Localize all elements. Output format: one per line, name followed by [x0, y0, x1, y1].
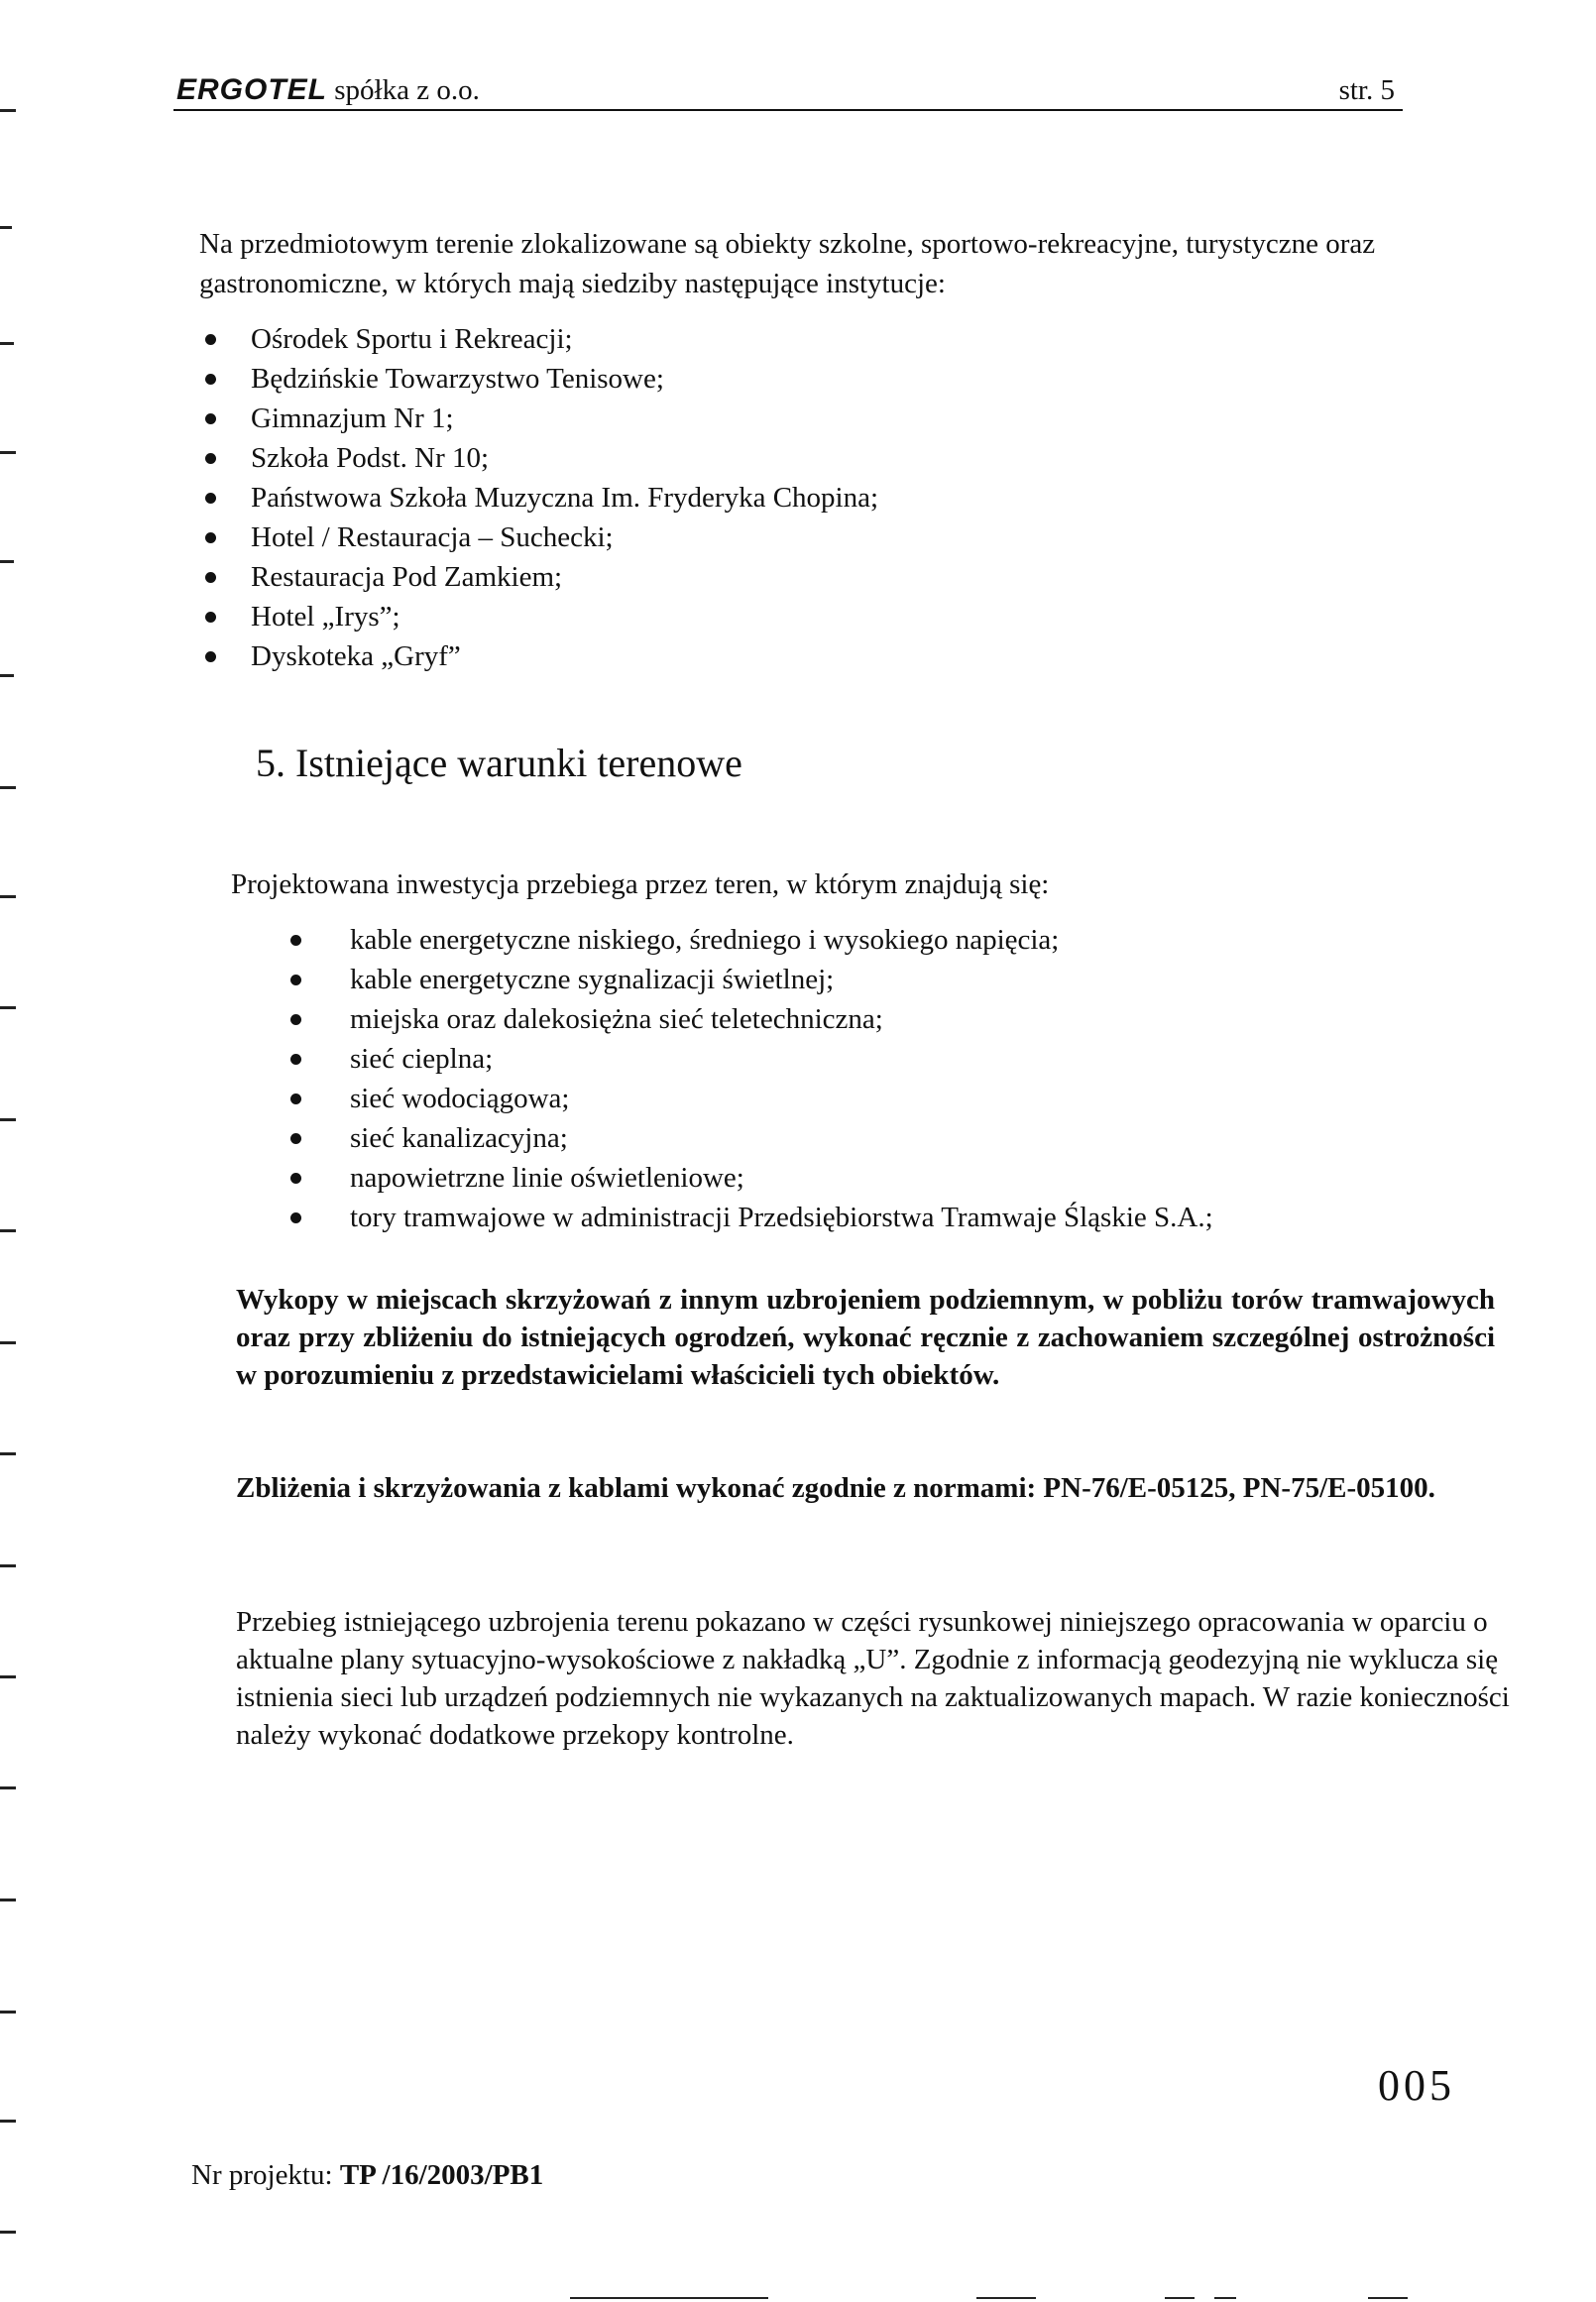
list-item: [283, 920, 1213, 960]
page-header: [173, 67, 1403, 111]
list-item-text: Szkoła Podst. Nr 10;: [251, 442, 490, 474]
section-intro: Projektowana inwestycja przebiega przez teren, w którym znajdują się:: [231, 868, 1050, 900]
list-item: [199, 359, 878, 399]
list-item: [283, 999, 1213, 1039]
list-item-text: sieć wodociągowa;: [350, 1083, 570, 1114]
list-item-text: Państwowa Szkoła Muzyczna Im. Fryderyka Chopina;: [251, 482, 879, 514]
institutions-list: [199, 319, 878, 676]
closing-paragraph: Przebieg istniejącego uzbrojenia terenu pokazano w części rysunkowej niniejszego opracowania w oparciu o aktualne plany sytuacyjno-wysokościowe z nakładką „U”. Zgodnie z informacją geodezyjną nie wyklucza się istnienia sieci lub urządzeń podziemnych nie wykazanych na zaktualizowanych mapach. W razie konieczności należy wykonać dodatkowe przekopy kontrolne.: [236, 1606, 1510, 1751]
list-item: [199, 319, 878, 359]
bullet-icon: [290, 1093, 301, 1104]
company-legal-form: spółka z o.o.: [327, 74, 480, 106]
page-stamp-number: 005: [1378, 2061, 1455, 2110]
bullet-icon: [290, 1054, 301, 1065]
company-brand: ERGOTEL: [176, 73, 328, 106]
utilities-list: [283, 920, 1213, 1237]
bullet-icon: [290, 1133, 301, 1144]
bullet-icon: [205, 374, 216, 385]
list-item: [199, 518, 878, 557]
page-footer: [191, 2159, 543, 2192]
bullet-icon: [205, 413, 216, 424]
intro-paragraph: Na przedmiotowym terenie zlokalizowane są obiekty szkolne, sportowo-rekreacyjne, turystyczne oraz gastronomiczne, w których mają siedziby następujące instytucje:: [199, 228, 1376, 299]
list-item: [199, 478, 878, 518]
bullet-icon: [290, 1014, 301, 1025]
list-item-text: tory tramwajowe w administracji Przedsiębiorstwa Tramwaje Śląskie S.A.;: [350, 1202, 1213, 1233]
bullet-icon: [290, 1173, 301, 1184]
list-item-text: kable energetyczne niskiego, średniego i wysokiego napięcia;: [350, 924, 1060, 956]
page-number: str. 5: [1338, 74, 1395, 106]
list-item: [283, 1118, 1213, 1158]
excavation-warning: Wykopy w miejscach skrzyżowań z innym uzbrojeniem podziemnym, w pobliżu torów tramwajowych oraz przy zbliżeniu do istniejących ogrodzeń, wykonać ręcznie z zachowaniem szczególnej ostrożności w porozumieniu z przedstawicielami właścicieli tych obiektów.: [236, 1284, 1495, 1391]
list-item-text: kable energetyczne sygnalizacji świetlnej;: [350, 964, 835, 995]
list-item-text: Restauracja Pod Zamkiem;: [251, 561, 563, 593]
list-item-text: Ośrodek Sportu i Rekreacji;: [251, 323, 573, 355]
project-number-label: Nr projektu:: [191, 2159, 340, 2191]
list-item-text: Będzińskie Towarzystwo Tenisowe;: [251, 363, 664, 395]
list-item: [199, 597, 878, 636]
bullet-icon: [290, 975, 301, 985]
bullet-icon: [205, 532, 216, 543]
list-item: [199, 438, 878, 478]
bullet-icon: [290, 935, 301, 946]
project-number: TP /16/2003/PB1: [339, 2159, 544, 2191]
bullet-icon: [205, 493, 216, 504]
company-name: [176, 73, 480, 107]
list-item: [199, 557, 878, 597]
standards-note: Zbliżenia i skrzyżowania z kablami wykonać zgodnie z normami: PN-76/E-05125, PN-75/E-05100.: [236, 1472, 1435, 1504]
list-item-text: miejska oraz dalekosiężna sieć teletechniczna;: [350, 1003, 883, 1035]
bullet-icon: [290, 1212, 301, 1223]
list-item: [283, 1079, 1213, 1118]
list-item: [283, 1198, 1213, 1237]
list-item-text: Dyskoteka „Gryf”: [251, 640, 461, 672]
list-item: [283, 960, 1213, 999]
list-item-text: sieć cieplna;: [350, 1043, 494, 1075]
list-item-text: Gimnazjum Nr 1;: [251, 403, 454, 434]
list-item: [283, 1158, 1213, 1198]
bullet-icon: [205, 612, 216, 623]
list-item-text: sieć kanalizacyjna;: [350, 1122, 568, 1154]
list-item-text: Hotel / Restauracja – Suchecki;: [251, 521, 614, 553]
list-item: [199, 399, 878, 438]
bullet-icon: [205, 572, 216, 583]
bullet-icon: [205, 453, 216, 464]
list-item-text: Hotel „Irys”;: [251, 601, 400, 633]
list-item: [199, 636, 878, 676]
list-item: [283, 1039, 1213, 1079]
list-item-text: napowietrzne linie oświetleniowe;: [350, 1162, 744, 1194]
bullet-icon: [205, 651, 216, 662]
section-heading: 5. Istniejące warunki terenowe: [256, 741, 742, 785]
bullet-icon: [205, 334, 216, 345]
